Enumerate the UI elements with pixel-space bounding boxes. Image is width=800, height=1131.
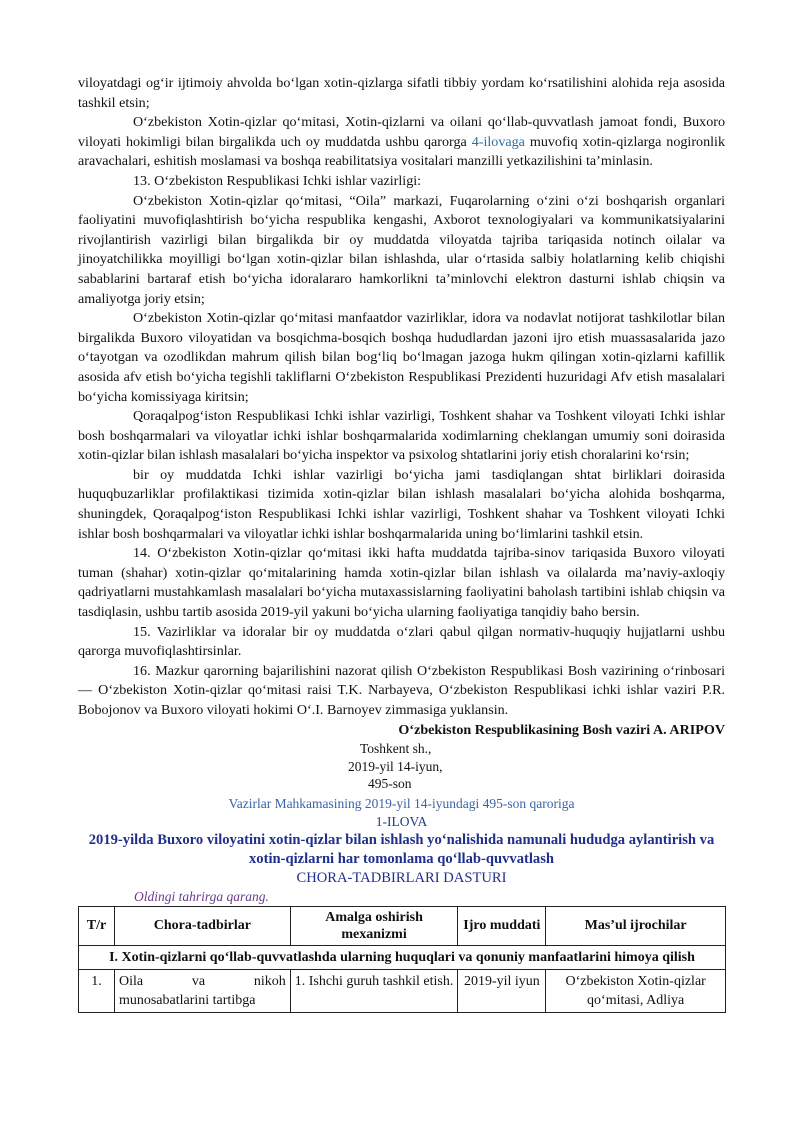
ilova-label: 1-ILOVA xyxy=(375,813,428,829)
row-measure: Oila va nikoh munosabatlarini tartibga xyxy=(114,969,290,1012)
row-deadline: 2019-yil iyun xyxy=(458,969,546,1012)
header-mechanism: Amalga oshirish mexanizmi xyxy=(290,906,458,945)
row-mechanism: 1. Ishchi guruh tashkil etish. xyxy=(290,969,458,1012)
date: 2019-yil 14-iyun, xyxy=(348,758,443,774)
paragraph-7: bir oy muddatda Ichki ishlar vazirligi bo‘yicha jami tasdiqlangan shtat birliklari doirasida huquqbuzarliklar profilaktikasi tizimida xotin-qizlar bilan ishlash masalalari bo‘yicha alohida boshqarma, shuningdek, Qoraqalpog‘iston Respublikasi Ichki ishlar vazirligi, Toshkent shahar va Toshkent viloyati Ichki ishlar bosh boshqarmalari va viloyatlar ichki ishlar boshqarmalarida uning bo‘limlarini tashkil etsin. xyxy=(78,466,725,542)
paragraph-2 xyxy=(78,113,725,172)
paragraph-5: O‘zbekiston Xotin-qizlar qo‘mitasi manfaatdor vazirliklar, idora va nodavlat notijorat tashkilotlar bilan birgalikda Buxoro viloyatidan va bosqichma-bosqich boshqa hududlardan jazoni ijro etish muassasalarida jazo o‘tayotgan va ozodlikdan mahrum qilish bilan bog‘liq bo‘lmagan jazoga hukm qilingan xotin-qizlarni kafillik asosida afv etish bo‘yicha tegishli takliflarni O‘zbekiston Respublikasi Prezidenti huzuridagi Afv etish masalalari bo‘yicha komissiyaga kiritsin; xyxy=(78,310,725,405)
decree-number: 495-son xyxy=(368,776,412,792)
row-number: 1. xyxy=(79,969,115,1012)
table-section-row xyxy=(79,945,726,969)
row-responsible: O‘zbekiston Xotin-qizlar qo‘mitasi, Adliya xyxy=(546,969,726,1012)
paragraph-2-text: O‘zbekiston Xotin-qizlar qo‘mitasi, Xotin-qizlarni va oilani qo‘llab-quvvatlash jamoat fondi, Buxoro viloyati hokimligi bilan birgalikda uch oy muddatda ushbu qarorga xyxy=(78,114,725,150)
place: Toshkent sh., xyxy=(360,741,432,757)
paragraph-8: 14. O‘zbekiston Xotin-qizlar qo‘mitasi ikki hafta muddatda tajriba-sinov tariqasida Buxoro viloyati tuman (shahar) xotin-qizlar qo‘mitalarining hamda xotin-qizlar bilan ishlash va oilalarda ma’naviy-axloqiy qadriyatlarni mustahkamlash masalalari bo‘yicha mutaxassislarning faoliyatini baholash tartibini ishlab chiqsin va tasdiqlasin, ushbu tartib asosida 2019-yil yakuni bo‘yicha ularning faoliyatiga tanqidiy baho bersin. xyxy=(78,545,725,621)
header-measures: Chora-tadbirlar xyxy=(114,906,290,945)
signature: O‘zbekiston Respublikasining Bosh vaziri A. ARIPOV xyxy=(398,721,725,738)
ilova-4-link[interactable]: 4-ilovaga xyxy=(471,133,525,150)
paragraph-2-text-end: muvofiq xotin-qizlarga nogironlik aravachalari, eshitish moslamasi va boshqa reabilitatsiya vositalari manzilli yetkazilishini ta’minlasin. xyxy=(78,133,725,170)
paragraph-6: Qoraqalpog‘iston Respublikasi Ichki ishlar vazirligi, Toshkent shahar va Toshkent viloyati Ichki ishlar bosh boshqarmalari va viloyatlar ichki ishlar boshqarmalarida xodimlarning cheklangan umumiy soni doirasida xotin-qizlar bilan ishlash masalalari bo‘yicha inspektor va psixolog shtatlarini joriy etish choralarini ko‘rsin; xyxy=(78,408,725,464)
program-title: 2019-yilda Buxoro viloyatini xotin-qizlar bilan ishlash yo‘nalishida namunali hududga aylantirish va xotin-qizlarni har tomonlama qo‘llab-quvvatlash xyxy=(88,831,715,867)
table-row xyxy=(79,969,726,1012)
table-header-row xyxy=(79,906,726,945)
header-responsible: Mas’ul ijrochilar xyxy=(546,906,726,945)
paragraph-9: 15. Vazirliklar va idoralar bir oy muddatda o‘zlari qabul qilgan normativ-huquqiy hujjatlarni ushbu qarorga muvofiqlashtirsinlar. xyxy=(78,623,725,660)
document-page xyxy=(78,74,725,1013)
decree-reference-text[interactable]: Vazirlar Mahkamasining 2019-yil 14-iyundagi 495-son qaroriga xyxy=(228,795,575,811)
measures-table xyxy=(78,906,726,1013)
previous-edition-link[interactable]: Oldingi tahrirga qarang. xyxy=(134,888,269,904)
decree-reference xyxy=(78,795,725,813)
program-subtitle: CHORA-TADBIRLARI DASTURI xyxy=(296,869,507,886)
header-deadline: Ijro muddati xyxy=(458,906,546,945)
header-tr: T/r xyxy=(79,906,115,945)
paragraph-3: 13. O‘zbekiston Respublikasi Ichki ishlar vazirligi: xyxy=(133,172,422,189)
paragraph-4: O‘zbekiston Xotin-qizlar qo‘mitasi, “Oila” markazi, Fuqarolarning o‘zini o‘zi boshqarish organlari faoliyatini muvofiqlashtirish bo‘yicha respublika kengashi, Axborot texnologiyalari va kommunikatsiyalarini rivojlantirish vazirligi bilan birgalikda bir oy muddatda viloyatda tajriba tariqasida notinch oilalar va jinoyatchilikka moyilligi bo‘lgan xotin-qizlar bilan ishlashda, ular o‘rtasida salbiy holatlarning kelib chiqishi sabablarini bartaraf etish bo‘yicha idoralararo hamkorlikni ta’minlovchi elektron dasturni ishlab chiqsin va amaliyotga joriy etsin; xyxy=(78,192,725,307)
paragraph-10: 16. Mazkur qarorning bajarilishini nazorat qilish O‘zbekiston Respublikasi Bosh vazirining o‘rinbosari — O‘zbekiston Xotin-qizlar qo‘mitasi raisi T.K. Narbayeva, O‘zbekiston Respublikasi ichki ishlar vaziri P.R. Bobojonov va Buxoro viloyati hokimi O‘.I. Barnoyev zimmasiga yuklansin. xyxy=(78,662,725,718)
section-title: I. Xotin-qizlarni qo‘llab-quvvatlashda ularning huquqlari va qonuniy manfaatlarini himoya qilish xyxy=(79,945,726,969)
paragraph-1: viloyatdagi og‘ir ijtimoiy ahvolda bo‘lgan xotin-qizlarga sifatli tibbiy yordam ko‘rsatilishini alohida reja asosida tashkil etsin; xyxy=(78,75,725,111)
